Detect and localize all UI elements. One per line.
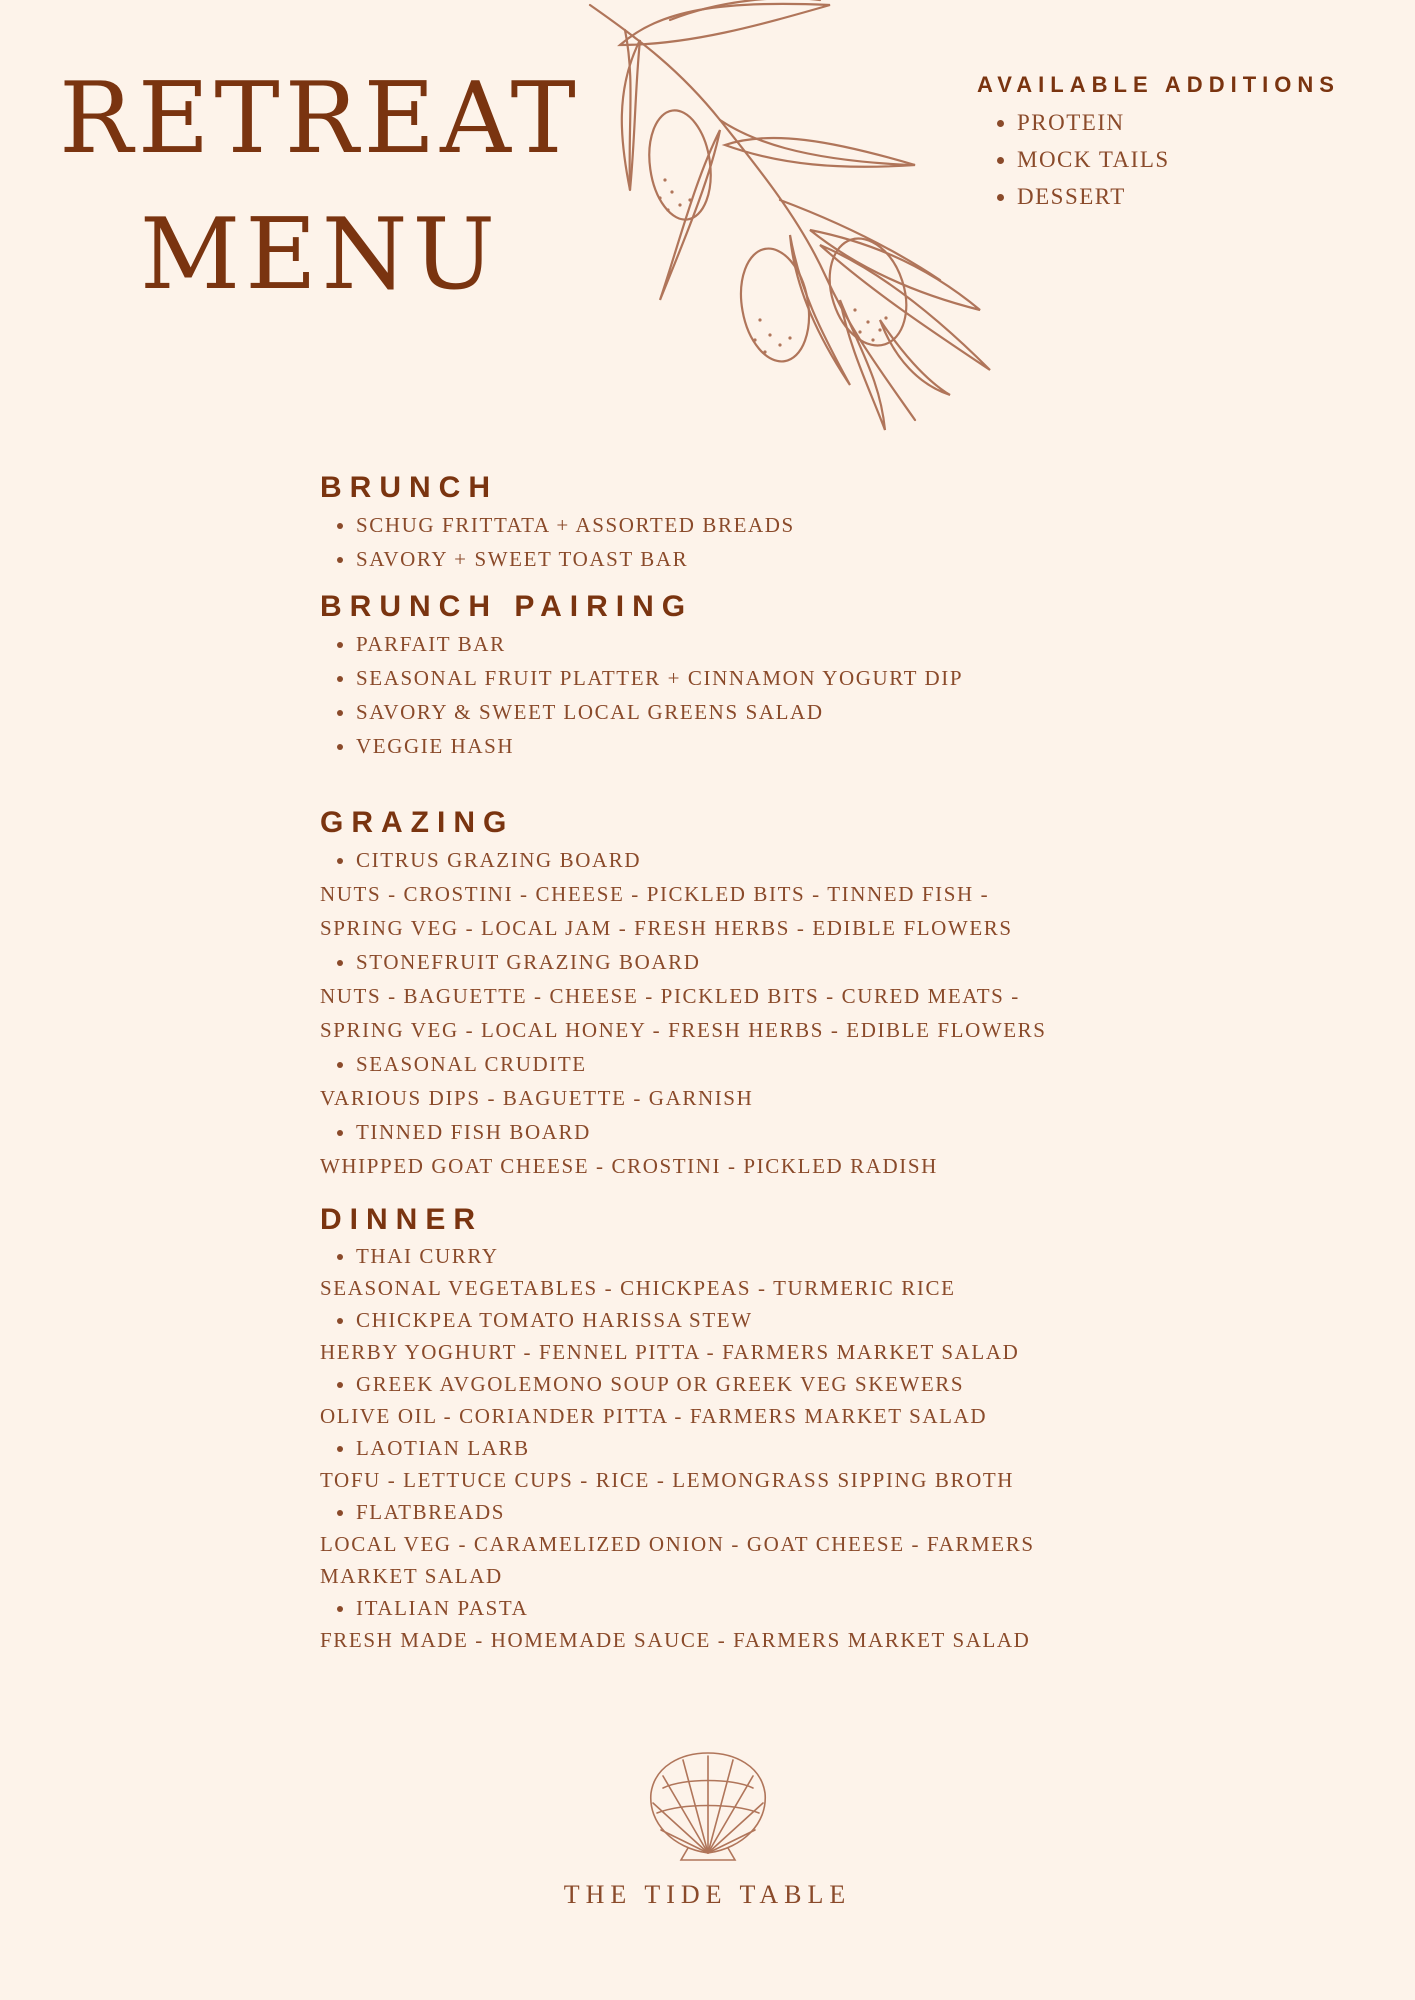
menu-item: • SEASONAL FRUIT PLATTER + CINNAMON YOGURT DIP bbox=[356, 661, 1080, 695]
menu-item-description: VARIOUS DIPS - BAGUETTE - GARNISH bbox=[320, 1086, 754, 1110]
menu-item: • FLATBREADS bbox=[356, 1496, 1080, 1528]
menu-item: • VEGGIE HASH bbox=[356, 729, 1080, 763]
menu-item: • TINNED FISH BOARD bbox=[356, 1115, 1080, 1149]
menu-item: • ITALIAN PASTA bbox=[356, 1592, 1080, 1624]
title-line-2: MENU bbox=[139, 198, 501, 312]
menu-item-description: SPRING VEG - LOCAL HONEY - FRESH HERBS - EDIBLE FLOWERS bbox=[320, 1018, 1047, 1042]
section-heading-grazing: GRAZING bbox=[320, 806, 515, 839]
menu-sections bbox=[320, 468, 1080, 1656]
olive-branch-icon bbox=[580, 0, 1030, 440]
menu-item-description: OLIVE OIL - CORIANDER PITTA - FARMERS MARKET SALAD bbox=[320, 1404, 988, 1428]
menu-item-description: SEASONAL VEGETABLES - CHICKPEAS - TURMERIC RICE bbox=[320, 1276, 956, 1300]
menu-item: • STONEFRUIT GRAZING BOARD bbox=[356, 945, 1080, 979]
menu-item-description: FRESH MADE - HOMEMADE SAUCE - FARMERS MARKET SALAD bbox=[320, 1628, 1031, 1652]
menu-item: • PARFAIT BAR bbox=[356, 627, 1080, 661]
scallop-shell-icon bbox=[643, 1748, 773, 1863]
menu-item: • SAVORY + SWEET TOAST BAR bbox=[356, 542, 1080, 576]
menu-item-description: WHIPPED GOAT CHEESE - CROSTINI - PICKLED RADISH bbox=[320, 1154, 938, 1178]
menu-item: • GREEK AVGOLEMONO SOUP OR GREEK VEG SKEWERS bbox=[356, 1368, 1080, 1400]
section-heading-brunch: BRUNCH bbox=[320, 471, 498, 504]
section-heading-dinner: DINNER bbox=[320, 1203, 484, 1236]
menu-item-description: SPRING VEG - LOCAL JAM - FRESH HERBS - EDIBLE FLOWERS bbox=[320, 916, 1013, 940]
menu-item: • CHICKPEA TOMATO HARISSA STEW bbox=[356, 1304, 1080, 1336]
menu-item: • SEASONAL CRUDITE bbox=[356, 1047, 1080, 1081]
menu-item: • SAVORY & SWEET LOCAL GREENS SALAD bbox=[356, 695, 1080, 729]
menu-item: • CITRUS GRAZING BOARD bbox=[356, 843, 1080, 877]
additions-heading: AVAILABLE ADDITIONS bbox=[977, 72, 1340, 97]
title-line-1: RETREAT bbox=[59, 62, 581, 176]
menu-item: • LAOTIAN LARB bbox=[356, 1432, 1080, 1464]
brand-name: THE TIDE TABLE bbox=[563, 1880, 852, 1909]
section-heading-brunch-pairing: BRUNCH PAIRING bbox=[320, 590, 694, 623]
available-additions bbox=[977, 72, 1340, 215]
addition-item: • DESSERT bbox=[1017, 178, 1340, 215]
menu-item-description: TOFU - LETTUCE CUPS - RICE - LEMONGRASS SIPPING BROTH bbox=[320, 1468, 1015, 1492]
addition-item: • MOCK TAILS bbox=[1017, 141, 1340, 178]
menu-item-description: HERBY YOGHURT - FENNEL PITTA - FARMERS MARKET SALAD bbox=[320, 1340, 1020, 1364]
menu-item-description: MARKET SALAD bbox=[320, 1564, 503, 1588]
menu-item: • THAI CURRY bbox=[356, 1240, 1080, 1272]
menu-item: • SCHUG FRITTATA + ASSORTED BREADS bbox=[356, 508, 1080, 542]
menu-item-description: LOCAL VEG - CARAMELIZED ONION - GOAT CHEESE - FARMERS bbox=[320, 1532, 1035, 1556]
menu-item-description: NUTS - CROSTINI - CHEESE - PICKLED BITS - TINNED FISH - bbox=[320, 882, 990, 906]
menu-item-description: NUTS - BAGUETTE - CHEESE - PICKLED BITS - CURED MEATS - bbox=[320, 984, 1020, 1008]
addition-item: • PROTEIN bbox=[1017, 104, 1340, 141]
